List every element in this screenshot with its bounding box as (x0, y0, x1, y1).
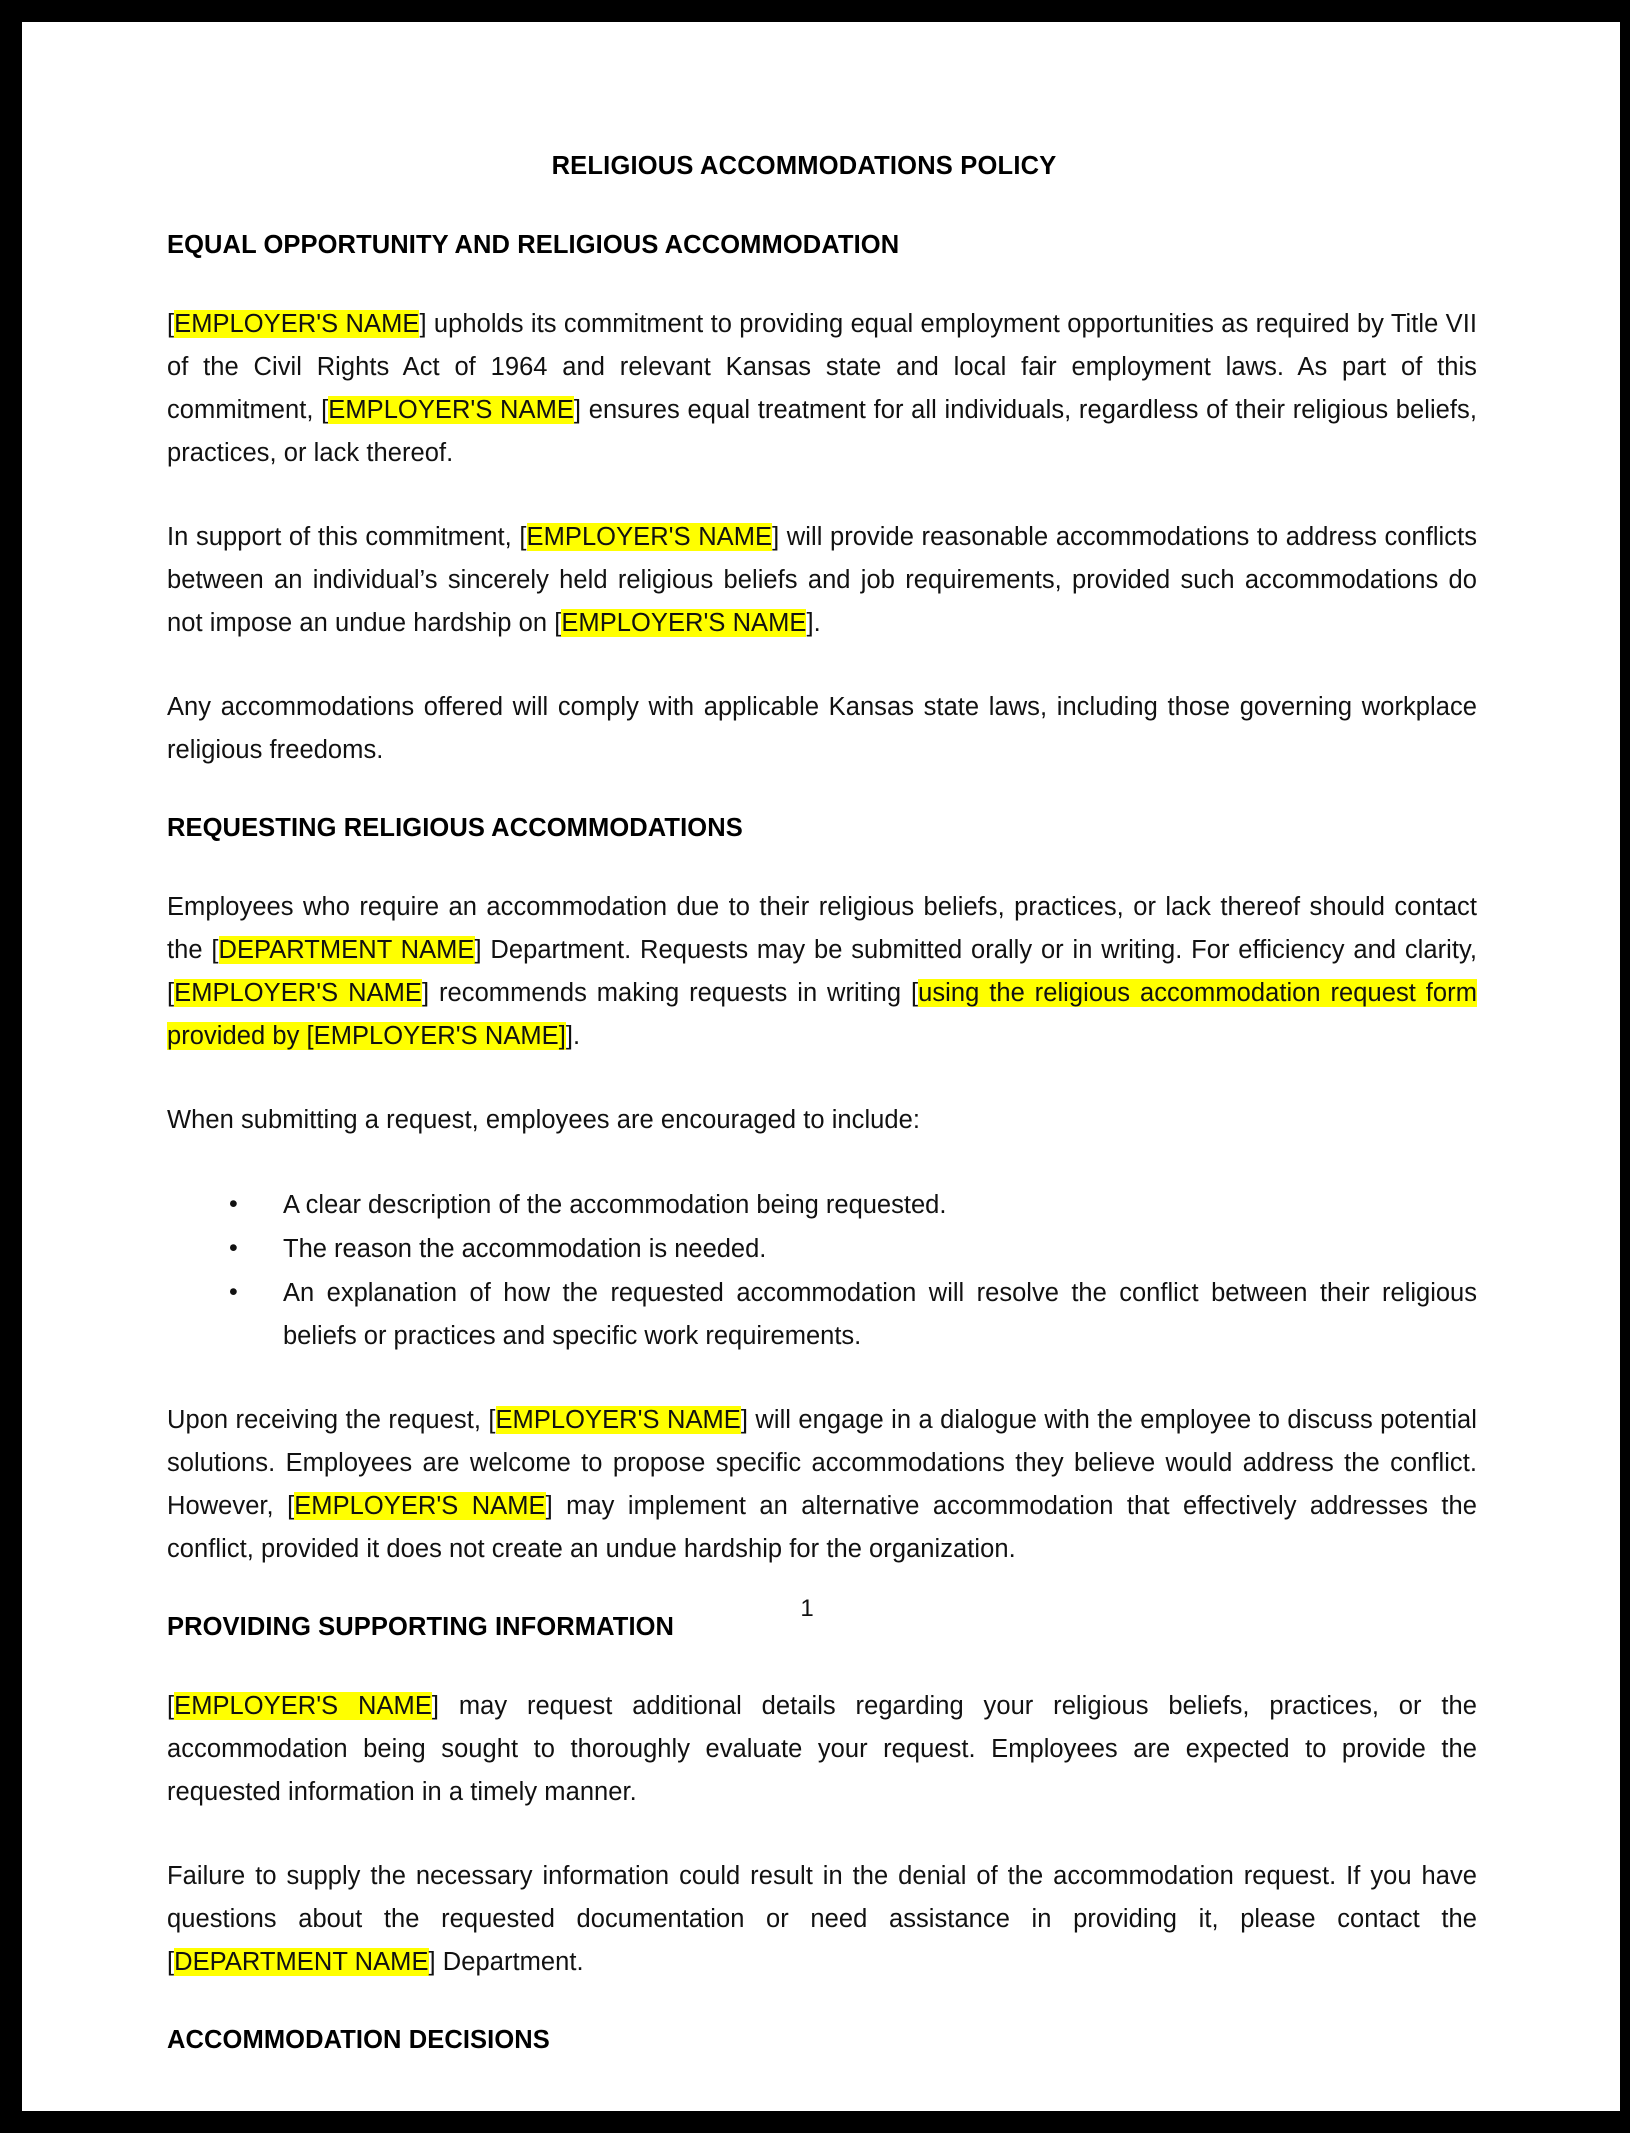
placeholder-employer-name: EMPLOYER'S NAME (174, 309, 420, 338)
paragraph-text: ] will provide reasonable accommodations to address conflicts between an individual’s sincerely held religious beliefs and job requirements, provided such accommodations do not impose an undue hardship on [ (167, 522, 1478, 638)
placeholder-employer-name: EMPLOYER'S NAME (174, 1691, 432, 1720)
paragraph-text: ] will engage in a dialogue with the employee to discuss potential solutions. Employees are welcome to propose specific accommodations they believe would address the conflict. However, [ (167, 1405, 1477, 1521)
placeholder-employer-name: EMPLOYER'S NAME (174, 979, 422, 1008)
paragraph-text: ] Department. Requests may be submitted orally or in writing. For efficiency and clarity, [ (167, 936, 1478, 1008)
section-heading-providing-supporting-information: PROVIDING SUPPORTING INFORMATION (167, 1613, 675, 1642)
section-heading-accommodation-decisions: ACCOMMODATION DECISIONS (167, 2026, 550, 2055)
placeholder-employer-name: EMPLOYER'S NAME (328, 395, 574, 424)
placeholder-employer-name: EMPLOYER'S NAME (526, 522, 773, 551)
paragraph-text: ] may implement an alternative accommodation that effectively addresses the conflict, provided it does not create an undue hardship for the organization. (167, 1492, 1477, 1564)
page-sheet (22, 22, 1620, 2111)
paragraph-text: Employees who require an accommodation due to their religious beliefs, practices, or lack thereof should contact the [ (167, 893, 1477, 965)
bracket-open: [ (167, 309, 175, 338)
paragraph-text: ] upholds its commitment to providing equal employment opportunities as required by Title VII of the Civil Rights Act of 1964 and relevant Kansas state and local fair employment laws. As part of this commitment, [ (167, 309, 1477, 424)
paragraph-text: Upon receiving the request, [ (167, 1405, 496, 1434)
paragraph-text: In support of this commitment, [ (167, 522, 527, 551)
document-content (167, 152, 1477, 2098)
paragraph-supporting-2 (167, 1855, 1477, 1984)
paragraph-requesting-1 (167, 886, 1477, 1058)
paragraph-equal-opportunity-2 (167, 516, 1477, 645)
paragraph-supporting-1 (167, 1685, 1477, 1814)
placeholder-employer-name: EMPLOYER'S NAME (294, 1492, 546, 1521)
submission-requirements-list (167, 1184, 1477, 1358)
placeholder-request-form-clause: using the religious accommodation request form provided by [EMPLOYER'S NAME] (167, 979, 1477, 1051)
paragraph-text: ] ensures equal treatment for all individuals, regardless of their religious beliefs, practices, or lack thereof. (167, 395, 1477, 467)
paragraph-requesting-2: When submitting a request, employees are encouraged to include: (167, 1106, 921, 1135)
placeholder-employer-name: EMPLOYER'S NAME (561, 609, 807, 638)
placeholder-department-name: DEPARTMENT NAME (218, 936, 475, 965)
paragraph-equal-opportunity-3: Any accommodations offered will comply with applicable Kansas state laws, including those governing workplace religious freedoms. (167, 693, 1477, 765)
paragraph-text: ] Department. (428, 1948, 584, 1977)
paragraph-text: ] may request additional details regarding your religious beliefs, practices, or the accommodation being sought to thoroughly evaluate your request. Employees are expected to provide the requested information in a timely manner. (167, 1691, 1477, 1807)
page-number-footer: 1 (800, 1595, 814, 1622)
bracket-open: [ (167, 1691, 175, 1720)
paragraph-text: ]. (806, 609, 821, 638)
list-item: • A clear description of the accommodation being requested. (229, 1184, 1477, 1227)
paragraph-text: ]. (565, 1022, 581, 1051)
paragraph-text: ] recommends making requests in writing [ (421, 979, 919, 1008)
placeholder-employer-name: EMPLOYER'S NAME (495, 1405, 741, 1434)
placeholder-department-name: DEPARTMENT NAME (174, 1948, 429, 1977)
section-heading-equal-opportunity: EQUAL OPPORTUNITY AND RELIGIOUS ACCOMMODATION (167, 231, 900, 259)
section-heading-requesting-accommodations: REQUESTING RELIGIOUS ACCOMMODATIONS (167, 814, 743, 843)
list-item: • An explanation of how the requested accommodation will resolve the conflict between their religious beliefs or practices and specific work requirements. (229, 1272, 1477, 1358)
paragraph-text: Failure to supply the necessary information could result in the denial of the accommodation request. If you have questions about the requested documentation or need assistance in providing it, please contact the [ (167, 1862, 1477, 1977)
list-item: • The reason the accommodation is needed. (229, 1228, 1477, 1271)
paragraph-requesting-3 (167, 1399, 1477, 1571)
paragraph-equal-opportunity-1 (167, 303, 1477, 475)
page-title: RELIGIOUS ACCOMMODATIONS POLICY (551, 152, 1057, 180)
